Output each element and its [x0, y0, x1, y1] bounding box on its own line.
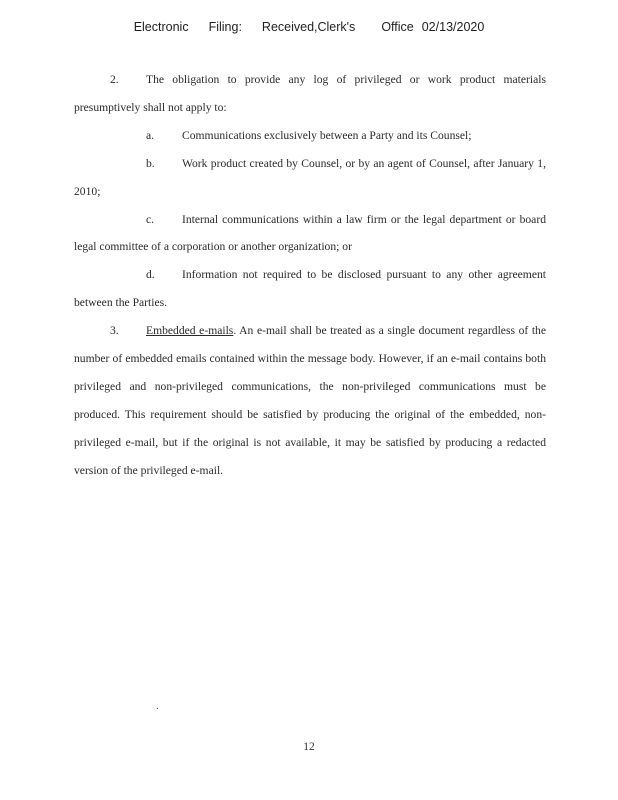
electronic-filing-header [0, 20, 618, 34]
list-item-text: Internal communications within a law firm or the legal department or board legal committee of a corporation or another organization; or [74, 212, 546, 254]
paragraph-text: The obligation to provide any log of privileged or work product materials presumptively shall not apply to: [74, 73, 546, 114]
list-item-label: d. [146, 268, 155, 282]
header-word-filing: Filing: [208, 20, 242, 34]
paragraph-number: 3. [110, 324, 119, 338]
paragraph-2 [74, 66, 546, 122]
list-item-text: Work product created by Counsel, or by an agent of Counsel, after January 1, 2010; [74, 156, 546, 198]
stray-mark: . [156, 700, 159, 712]
list-item-text: Information not required to be disclosed pursuant to any other agreement between the Parties. [74, 268, 546, 310]
list-item [74, 122, 546, 150]
header-word-office: Office [381, 20, 414, 34]
list-item-label: b. [146, 156, 155, 170]
header-filing-date: 02/13/2020 [421, 20, 485, 34]
paragraph-3 [74, 317, 546, 484]
paragraph-number: 2. [110, 73, 119, 86]
paragraph-text: . An e-mail shall be treated as a single document regardless of the number of embedded emails contained within the message body. However, if an e-mail contains both privileged and non-privileged communications, the non-privileged communications must be produced. This requirement should be satisfied by producing the original of the embedded, non-privileged e-mail, but if the original is not available, it may be satisfied by producing a redacted version of the privileged e-mail. [74, 324, 546, 477]
list-item-text: Communications exclusively between a Party and its Counsel; [182, 128, 472, 142]
document-body [74, 66, 546, 485]
list-item [74, 261, 546, 317]
header-word-received: Received,Clerk's [261, 20, 356, 34]
paragraph-heading: Embedded e-mails [146, 324, 234, 338]
list-item-label: a. [146, 128, 155, 142]
page-number: 12 [303, 741, 315, 753]
list-item [74, 206, 546, 262]
list-item-label: c. [146, 212, 155, 226]
header-word-electronic: Electronic [133, 20, 189, 34]
list-item [74, 150, 546, 206]
